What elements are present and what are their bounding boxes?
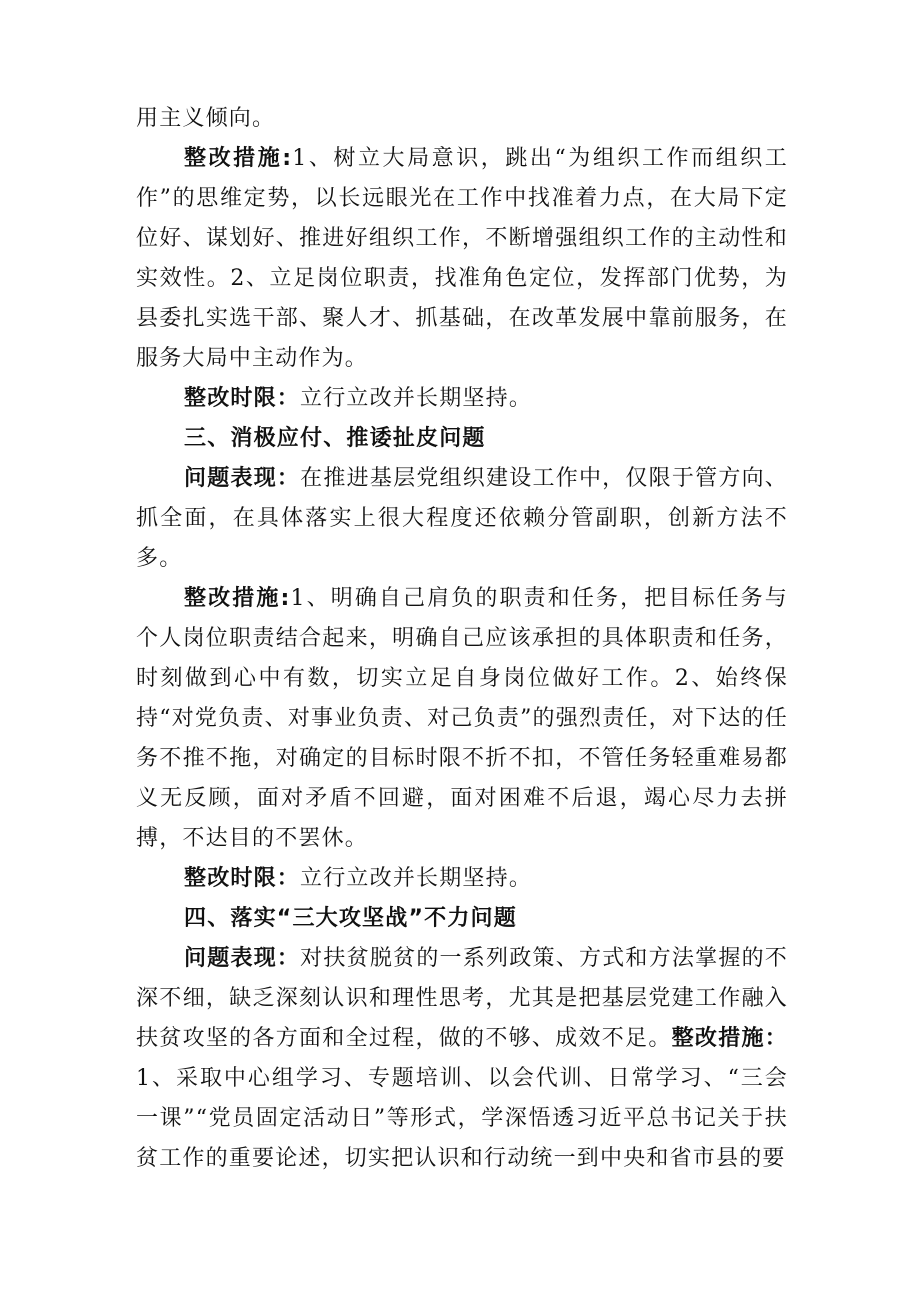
paragraph-measures-1: [136, 139, 788, 379]
section-heading-3: [136, 419, 788, 459]
section-heading-4: [136, 899, 788, 939]
paragraph-text: 1、明确自己肩负的职责和任务，把目标任务与个人岗位职责结合起来，明确自己应该承担的具体职责和任务，时刻做到心中有数，切实立足自身岗位做好工作。2、始终保持“对党负责、对事业负责、对己负责”的强烈责任，对下达的任务不推不拖，对确定的目标时限不折不扣，不管任务轻重难易都义无反顾，面对矛盾不回避，面对困难不后退，竭心尽力去拼搏，不达目的不罢休。: [136, 586, 788, 851]
paragraph-deadline-1: [136, 379, 788, 419]
heading-rectification-measures: 整改措施：: [671, 1026, 788, 1051]
heading-rectification-deadline: 整改时限：: [184, 386, 301, 411]
paragraph-text: 用主义倾向。: [136, 106, 276, 131]
heading-rectification-measures: 整改措施:: [184, 146, 293, 171]
paragraph-text: 立行立改并长期坚持。: [300, 386, 533, 411]
paragraph-problem-4: [136, 939, 788, 1179]
heading-problem-manifestation: 问题表现：: [184, 946, 301, 971]
paragraph-continuation: [136, 99, 788, 139]
section-title: 三、消极应付、推诿扯皮问题: [184, 426, 486, 451]
heading-problem-manifestation: 问题表现：: [184, 466, 301, 491]
paragraph-text: 1、树立大局意识，跳出“为组织工作而组织工作”的思维定势，以长远眼光在工作中找准着力点，在大局下定位好、谋划好、推进好组织工作，不断增强组织工作的主动性和实效性。2、立足岗位职责，找准角色定位，发挥部门优势，为县委扎实选干部、聚人才、抓基础，在改革发展中靠前服务，在服务大局中主动作为。: [136, 146, 788, 371]
paragraph-text: 在推进基层党组织建设工作中，仅限于管方向、抓全面，在具体落实上很大程度还依赖分管副职，创新方法不多。: [136, 466, 788, 571]
section-title: 四、落实“三大攻坚战”不力问题: [184, 906, 517, 931]
heading-rectification-deadline: 整改时限：: [184, 866, 301, 891]
paragraph-text: 立行立改并长期坚持。: [300, 866, 533, 891]
paragraph-problem-3: [136, 459, 788, 579]
document-body: [136, 99, 788, 1179]
paragraph-deadline-3: [136, 859, 788, 899]
paragraph-text: 对扶贫脱贫的一系列政策、方式和方法掌握的不深不细，缺乏深刻认识和理性思考，尤其是把基层党建工作融入扶贫攻坚的各方面和全过程，做的不够、成效不足。: [136, 946, 788, 1051]
paragraph-measures-3: [136, 579, 788, 859]
paragraph-text: 1、采取中心组学习、专题培训、以会代训、日常学习、“三会一课”“党员固定活动日”等形式，学深悟透习近平总书记关于扶贫工作的重要论述，切实把认识和行动统一到中央和省市县的要: [136, 1066, 788, 1171]
heading-rectification-measures: 整改措施:: [184, 586, 291, 611]
